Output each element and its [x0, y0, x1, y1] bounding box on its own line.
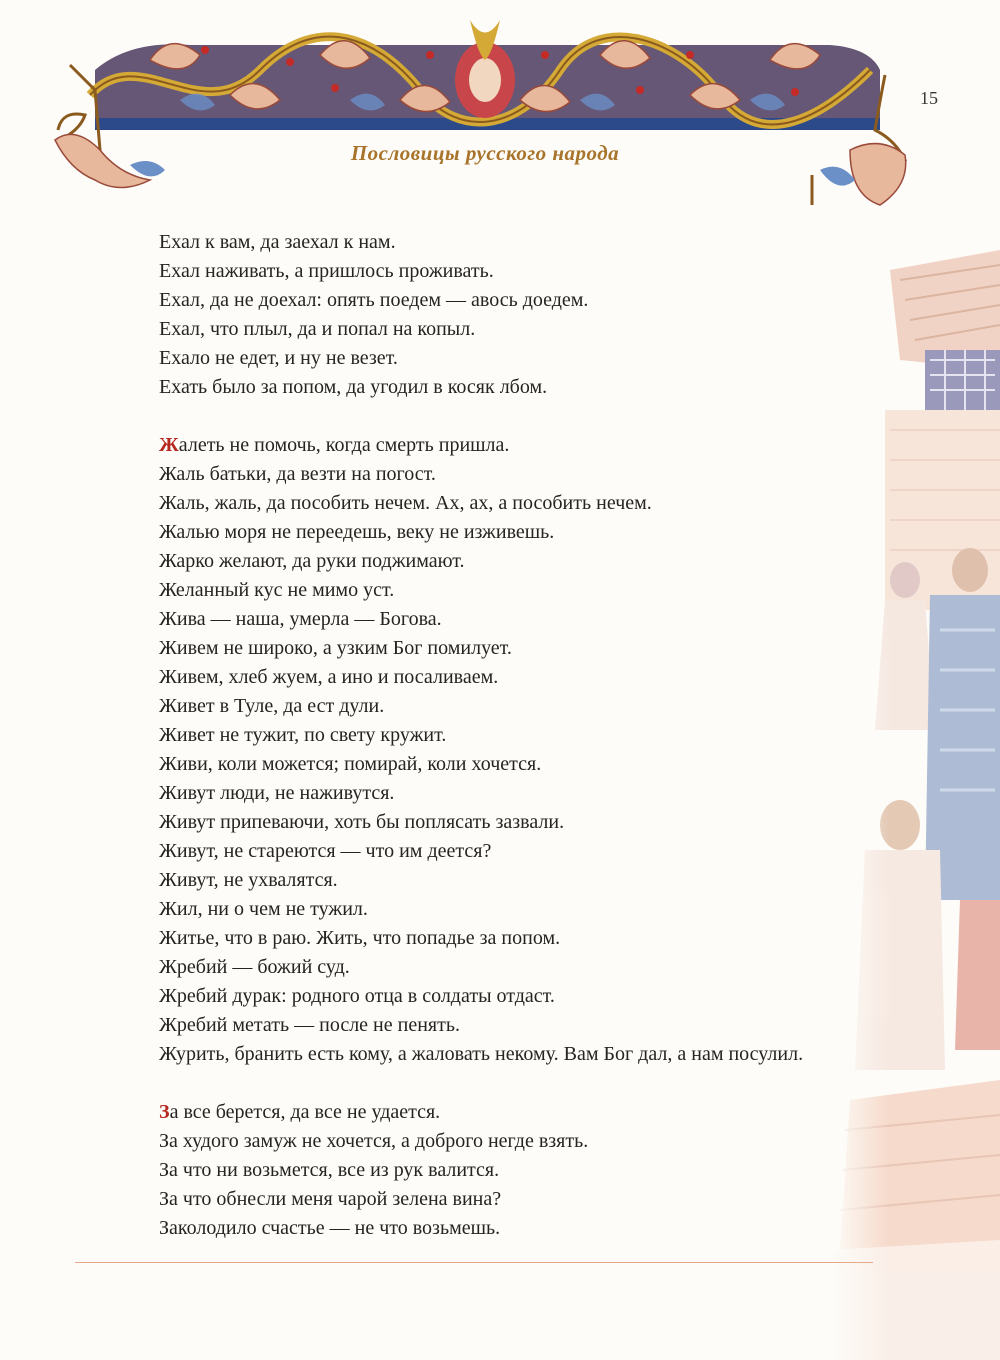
- proverb-line: Жаль, жаль, да пособить нечем. Ах, ах, а пособить нечем.: [159, 492, 652, 514]
- proverb-line: Ехал, что плыл, да и попал на копыл.: [159, 318, 476, 340]
- proverb-line: Жива — наша, умерла — Богова.: [159, 608, 442, 630]
- proverb-line: [159, 1098, 959, 1127]
- proverb-line: Жил, ни о чем не тужил.: [159, 898, 368, 920]
- proverb-line: Живет в Туле, да ест дули.: [159, 695, 385, 717]
- proverb-line: Ехал к вам, да заехал к нам.: [159, 231, 396, 253]
- proverb-line: Жребий дурак: родного отца в солдаты отдаст.: [159, 985, 555, 1007]
- proverb-line: Желанный кус не мимо уст.: [159, 579, 395, 601]
- proverb-line: Заколодило счастье — не что возьмешь.: [159, 1217, 501, 1239]
- proverb-line: Живут, не стареются — что им деется?: [159, 840, 492, 862]
- proverb-line: Жалью моря не переедешь, веку не изживешь.: [159, 521, 555, 543]
- header-ornament: [0, 0, 1000, 215]
- proverb-line: За худого замуж не хочется, а доброго негде взять.: [159, 1130, 589, 1152]
- section-zh: [159, 431, 959, 1069]
- proverb-line: Живут люди, не наживутся.: [159, 782, 395, 804]
- proverb-line: Живут припеваючи, хоть бы поплясать зазвали.: [159, 811, 565, 833]
- proverb-line: [159, 431, 959, 460]
- proverb-line: Ехать было за попом, да угодил в косяк лбом.: [159, 376, 548, 398]
- proverb-line: Жребий — божий суд.: [159, 956, 350, 978]
- page-number: 15: [920, 88, 938, 108]
- footer-rule: [75, 1262, 873, 1263]
- proverb-line: Живи, коли можется; помирай, коли хочется.: [159, 753, 542, 775]
- proverb-line: Живут, не ухвалятся.: [159, 869, 338, 891]
- proverb-line: Ехал наживать, а пришлось проживать.: [159, 260, 494, 282]
- proverb-line: Ехал, да не доехал: опять поедем — авось доедем.: [159, 289, 589, 311]
- section-e: [159, 228, 959, 402]
- proverb-line: За что ни возьмется, все из рук валится.: [159, 1159, 500, 1181]
- drop-initial: Ж: [159, 434, 179, 456]
- proverb-line: Живем не широко, а узким Бог помилует.: [159, 637, 512, 659]
- proverb-line: Жребий метать — после не пенять.: [159, 1014, 460, 1036]
- proverb-line: За что обнесли меня чарой зелена вина?: [159, 1188, 502, 1210]
- proverb-line: Жарко желают, да руки поджимают.: [159, 550, 465, 572]
- proverbs-text: [159, 228, 959, 1272]
- proverb-line: Ехало не едет, и ну не везет.: [159, 347, 398, 369]
- section-z: [159, 1098, 959, 1243]
- proverb-line: Житье, что в раю. Жить, что попадье за попом.: [159, 927, 561, 949]
- proverb-line-rest: алеть не помочь, когда смерть пришла.: [178, 434, 510, 456]
- proverb-line: Журить, бранить есть кому, а жаловать некому. Вам Бог дал, а нам посулил.: [159, 1043, 804, 1065]
- drop-initial: З: [159, 1101, 170, 1123]
- proverb-line-rest: а все берется, да все не удается.: [169, 1101, 441, 1123]
- proverb-line: Живем, хлеб жуем, а ино и посаливаем.: [159, 666, 499, 688]
- page-title: Пословицы русского народа: [350, 141, 620, 165]
- proverb-line: Живет не тужит, по свету кружит.: [159, 724, 447, 746]
- proverb-line: Жаль батьки, да везти на погост.: [159, 463, 436, 485]
